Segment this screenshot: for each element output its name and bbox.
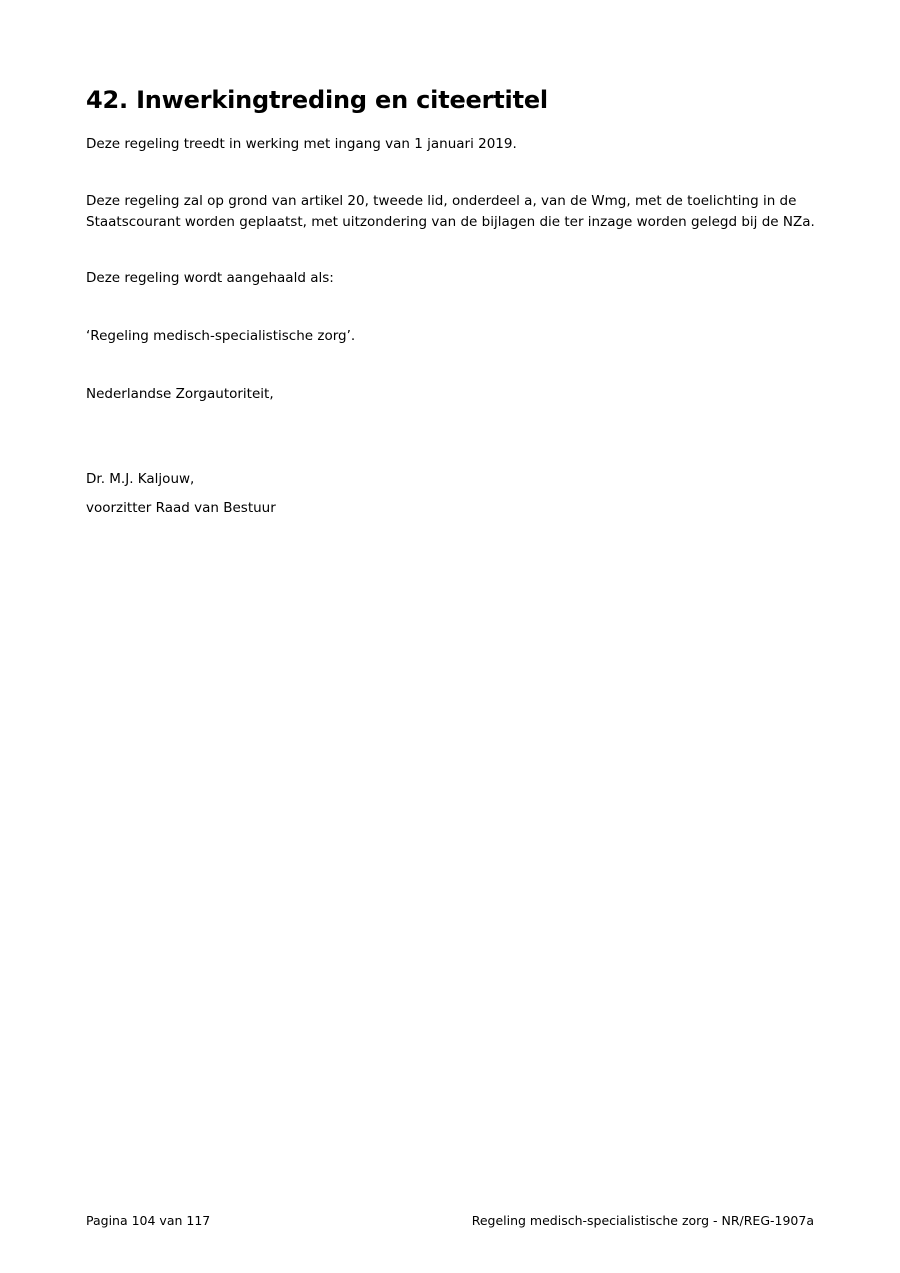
- citation-title: ‘Regeling medisch-specialistische zorg’.: [86, 328, 356, 344]
- effective-date-paragraph: Deze regeling treedt in werking met ingang van 1 januari 2019.: [86, 136, 517, 152]
- publication-paragraph-line-2: Staatscourant worden geplaatst, met uitzondering van de bijlagen die ter inzage worden gelegd bij de NZa.: [86, 214, 815, 230]
- signatory-name: Dr. M.J. Kaljouw,: [86, 471, 195, 487]
- signatory-role: voorzitter Raad van Bestuur: [86, 500, 276, 516]
- article-heading: 42. Inwerkingtreding en citeertitel: [86, 86, 548, 114]
- document-reference: Regeling medisch-specialistische zorg - NR/REG-1907a: [471, 1213, 814, 1228]
- publication-paragraph-line-1: Deze regeling zal op grond van artikel 20, tweede lid, onderdeel a, van de Wmg, met de toelichting in de: [86, 193, 797, 209]
- page-number: Pagina 104 van 117: [86, 1213, 211, 1228]
- citation-intro-paragraph: Deze regeling wordt aangehaald als:: [86, 270, 334, 286]
- organization-name: Nederlandse Zorgautoriteit,: [86, 386, 274, 402]
